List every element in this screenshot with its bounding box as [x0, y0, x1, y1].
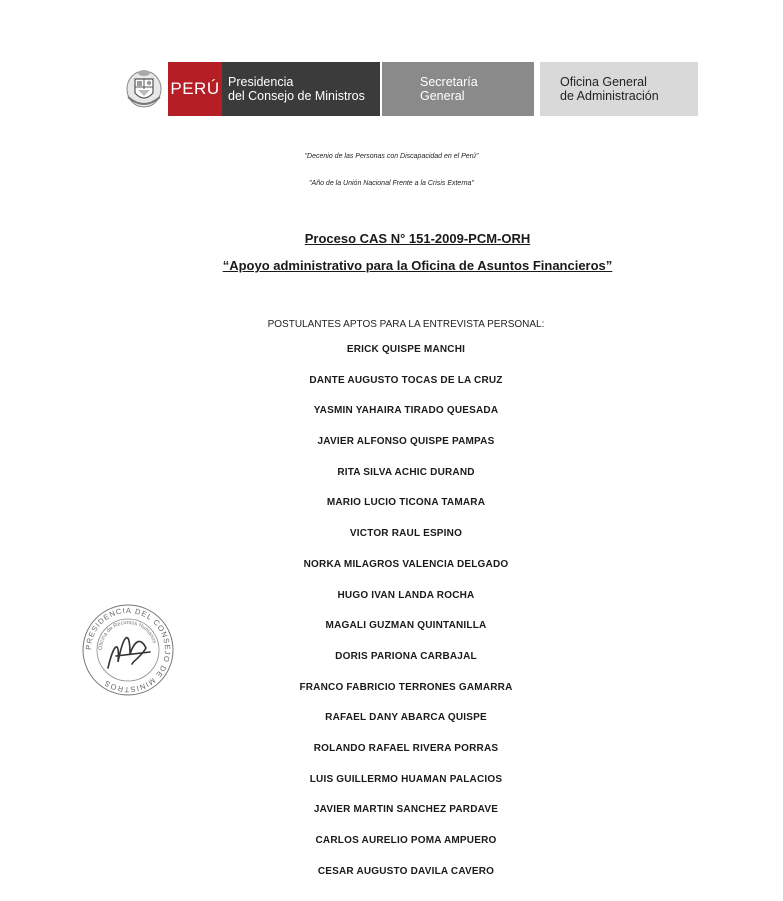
postulante-name: RAFAEL DANY ABARCA QUISPE	[325, 712, 487, 724]
intro-text: POSTULANTES APTOS PARA LA ENTREVISTA PERSONAL:	[267, 319, 545, 330]
postulante-name: ROLANDO RAFAEL RIVERA PORRAS	[313, 742, 499, 754]
stamp-ring-text: PRESIDENCIA DEL CONSEJO DE MINISTROS	[83, 605, 173, 695]
postulante-name: MAGALI GUZMAN QUINTANILLA	[325, 620, 487, 632]
svg-text:Oficina de Recursos Humanos	[98, 620, 157, 650]
signature-icon	[108, 638, 150, 668]
postulante-name: RITA SILVA ACHIC DURAND	[337, 466, 475, 478]
postulante-name: HUGO IVAN LANDA ROCHA	[337, 589, 475, 601]
process-subtitle: “Apoyo administrativo para la Oficina de Asuntos Financieros”	[222, 258, 613, 273]
postulante-name: VICTOR RAUL ESPINO	[349, 528, 463, 540]
postulante-name: CARLOS AURELIO POMA AMPUERO	[315, 835, 497, 846]
postulante-name: DANTE AUGUSTO TOCAS DE LA CRUZ	[309, 374, 503, 386]
year-quote: "Año de la Unión Nacional Frente a la Crisis Externa"	[309, 180, 474, 187]
secretaria-block: Secretaría General	[382, 62, 534, 116]
postulante-name: FRANCO FABRICIO TERRONES GAMARRA	[299, 681, 513, 693]
stamp-inner-text: Oficina de Recursos Humanos	[97, 619, 158, 651]
official-stamp	[80, 602, 176, 698]
postulante-name: MARIO LUCIO TICONA TAMARA	[326, 497, 486, 509]
institutional-header	[120, 62, 698, 116]
postulante-name: JAVIER ALFONSO QUISPE PAMPAS	[317, 436, 495, 448]
postulante-name: YASMIN YAHAIRA TIRADO QUESADA	[313, 405, 499, 417]
coat-of-arms-icon	[120, 62, 168, 116]
process-title: Proceso CAS N° 151-2009-PCM-ORH	[304, 231, 531, 246]
postulante-name: JAVIER MARTIN SANCHEZ PARDAVE	[313, 804, 499, 816]
postulante-name: ERICK QUISPE MANCHI	[346, 344, 466, 355]
postulante-name: NORKA MILAGROS VALENCIA DELGADO	[303, 558, 509, 570]
postulante-name: LUIS GUILLERMO HUAMAN PALACIOS	[309, 773, 503, 785]
postulante-name: DORIS PARIONA CARBAJAL	[335, 650, 477, 662]
country-label: PERÚ	[168, 62, 222, 116]
decade-quote: "Decenio de las Personas con Discapacidad en el Perú"	[304, 153, 479, 160]
postulante-name: CESAR AUGUSTO DAVILA CAVERO	[317, 865, 495, 877]
presidencia-block: Presidencia del Consejo de Ministros	[222, 62, 380, 116]
oficina-block: Oficina General de Administración	[540, 62, 698, 116]
